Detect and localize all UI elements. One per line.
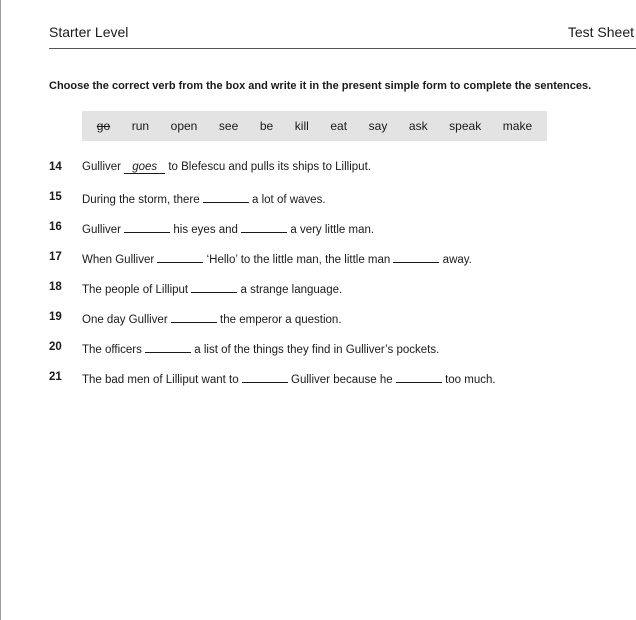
answer-blank[interactable] bbox=[171, 311, 217, 323]
verb-word: make bbox=[502, 119, 533, 133]
question-text: The officers a list of the things they find in Gulliver’s pockets. bbox=[82, 341, 439, 356]
answer-blank[interactable] bbox=[124, 221, 170, 233]
verb-word: open bbox=[170, 119, 198, 133]
question-text: Gulliver goes to Blefescu and pulls its ships to Lilliput. bbox=[82, 161, 371, 173]
question-text: The people of Lilliput a strange language. bbox=[82, 281, 342, 296]
question-number: 21 bbox=[49, 371, 62, 383]
question-number: 18 bbox=[49, 281, 62, 293]
verb-word: be bbox=[259, 119, 274, 133]
verb-word: run bbox=[131, 119, 150, 133]
answer-blank[interactable] bbox=[203, 191, 249, 203]
answer-blank[interactable] bbox=[241, 221, 287, 233]
verb-word: go bbox=[96, 119, 111, 133]
instruction-text: Choose the correct verb from the box and write it in the present simple form to complete the sentences. bbox=[49, 80, 592, 92]
answer-blank[interactable] bbox=[191, 281, 237, 293]
question-number: 17 bbox=[49, 251, 62, 263]
answer-blank[interactable] bbox=[157, 251, 203, 263]
question-number: 16 bbox=[49, 221, 62, 233]
question-number: 19 bbox=[49, 311, 62, 323]
answer-blank[interactable] bbox=[145, 341, 191, 353]
question-text: One day Gulliver the emperor a question. bbox=[82, 311, 342, 326]
question-number: 14 bbox=[49, 161, 62, 173]
question-text: During the storm, there a lot of waves. bbox=[82, 191, 326, 206]
answer-blank[interactable] bbox=[393, 251, 439, 263]
answer-blank[interactable] bbox=[396, 371, 442, 383]
page-header bbox=[49, 24, 634, 42]
question-text: The bad men of Lilliput want to Gulliver because he too much. bbox=[82, 371, 496, 386]
verb-word: see bbox=[218, 119, 239, 133]
level-label: Starter Level bbox=[49, 24, 129, 40]
verb-word: ask bbox=[408, 119, 428, 133]
question-number: 20 bbox=[49, 341, 62, 353]
sheet-label: Test Sheet bbox=[567, 24, 634, 40]
page-left-edge bbox=[0, 0, 1, 620]
header-divider bbox=[49, 48, 636, 49]
question-text: Gulliver his eyes and a very little man. bbox=[82, 221, 374, 236]
answer-blank[interactable] bbox=[242, 371, 288, 383]
question-number: 15 bbox=[49, 191, 62, 203]
verb-word: eat bbox=[330, 119, 348, 133]
answer-blank[interactable]: goes bbox=[124, 161, 165, 174]
question-text: When Gulliver ‘Hello’ to the little man, the little man away. bbox=[82, 251, 472, 266]
verb-word: say bbox=[368, 119, 388, 133]
verb-word: speak bbox=[449, 119, 482, 133]
verb-word-box bbox=[82, 111, 547, 141]
verb-word: kill bbox=[294, 119, 309, 133]
